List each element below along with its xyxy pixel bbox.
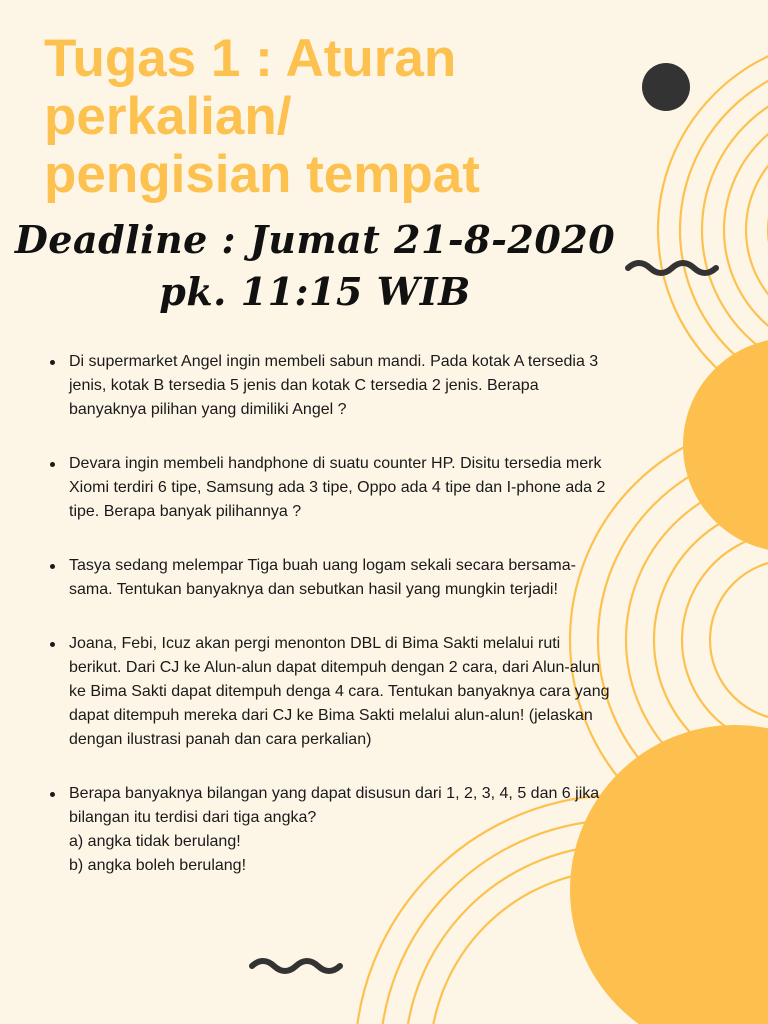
- bullet-icon: [50, 462, 55, 467]
- question-text-5: [69, 782, 610, 878]
- list-item: [50, 782, 610, 878]
- question-text-4: Joana, Febi, Icuz akan pergi menonton DBL di Bima Sakti melalui ruti berikut. Dari CJ ke Alun-alun dapat ditempuh dengan 2 cara, dari Alun-alun ke Bima Sakti dapat ditempuh denga 4 cara. Tentukan banyaknya cara yang dapat ditempuh mereka dari CJ ke Bima Sakti melalui alun-alun! (jelaskan dengan ilustrasi panah dan cara perkalian): [69, 635, 610, 748]
- zigzag-squiggle-top: [628, 263, 716, 273]
- title-line-2: perkalian/: [44, 87, 292, 146]
- deadline-block: [0, 214, 630, 318]
- question-text-5-main: Berapa banyaknya bilangan yang dapat disusun dari 1, 2, 3, 4, 5 dan 6 jika bilangan itu terdisi dari tiga angka?: [69, 785, 600, 826]
- list-item: [50, 452, 610, 524]
- bullet-icon: [50, 792, 55, 797]
- list-item: [50, 554, 610, 602]
- question-text-2: Devara ingin membeli handphone di suatu counter HP. Disitu tersedia merk Xiomi terdiri 6 tipe, Samsung ada 3 tipe, Oppo ada 4 tipe dan I-phone ada 2 tipe. Berapa banyak pilihannya ?: [69, 455, 606, 520]
- deadline-date: Deadline : Jumat 21-8-2020: [14, 217, 616, 262]
- bullet-icon: [50, 360, 55, 365]
- dark-dot: [642, 63, 690, 111]
- question-list: [50, 350, 610, 908]
- yellow-filled-circle-right: [683, 338, 768, 552]
- title-line-3: pengisian tempat: [44, 145, 480, 204]
- question-5-option-a: a) angka tidak berulang!: [69, 833, 241, 850]
- bullet-icon: [50, 642, 55, 647]
- question-text-1: Di supermarket Angel ingin membeli sabun mandi. Pada kotak A tersedia 3 jenis, kotak B tersedia 5 jenis dan kotak C tersedia 2 jenis. Berapa banyaknya pilihan yang dimiliki Angel ?: [69, 353, 599, 418]
- page-title: [44, 30, 644, 204]
- zigzag-squiggle-bottom: [252, 961, 340, 971]
- title-line-1: Tugas 1 : Aturan: [44, 29, 457, 88]
- bullet-icon: [50, 564, 55, 569]
- question-text-3: Tasya sedang melempar Tiga buah uang logam sekali secara bersama-sama. Tentukan banyaknya dan sebutkan hasil yang mungkin terjadi!: [69, 557, 576, 598]
- list-item: [50, 632, 610, 752]
- question-5-option-b: b) angka boleh berulang!: [69, 857, 247, 874]
- deadline-time: pk. 11:15 WIB: [159, 269, 471, 314]
- list-item: [50, 350, 610, 422]
